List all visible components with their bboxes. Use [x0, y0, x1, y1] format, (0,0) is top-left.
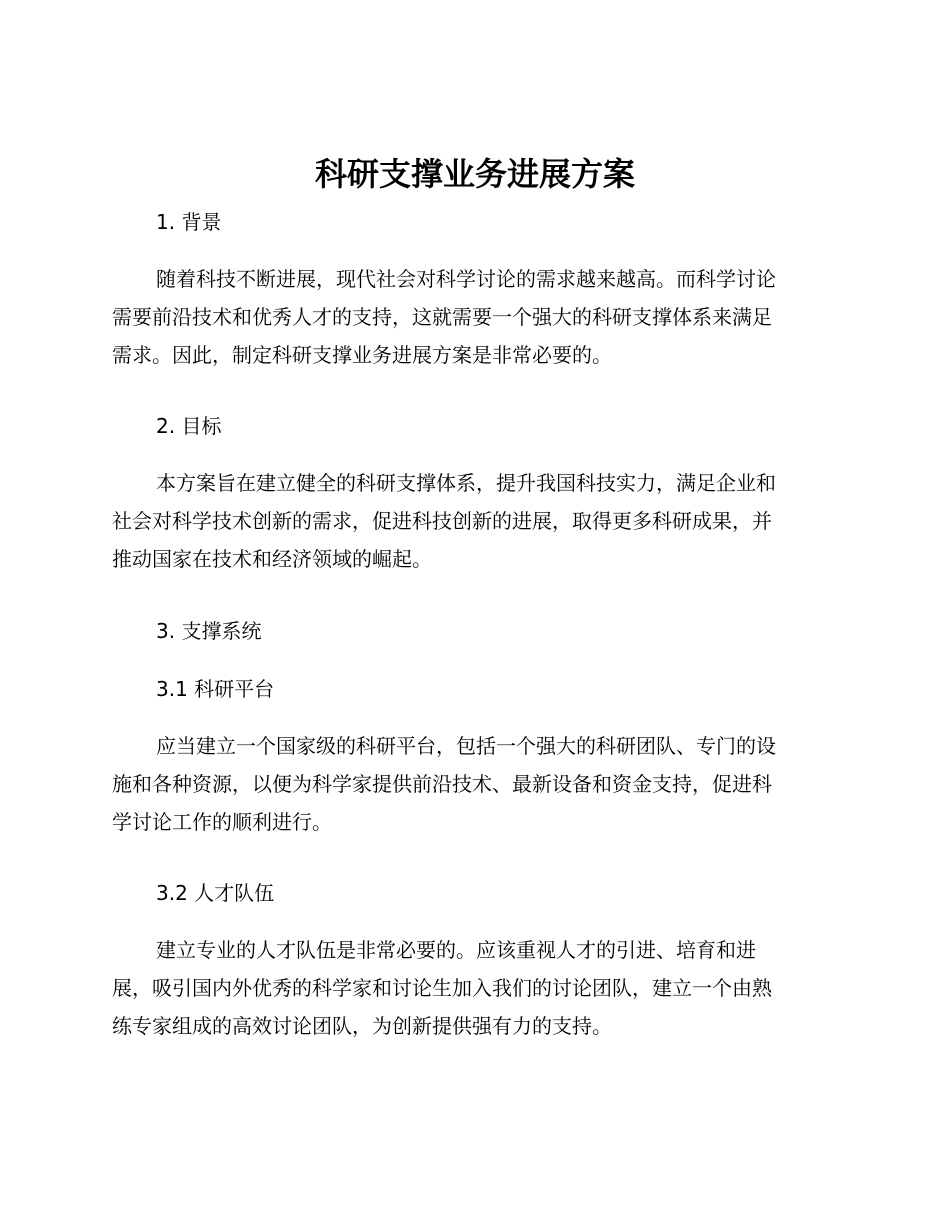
paragraph-line: 学讨论工作的顺利进行。 [112, 810, 332, 834]
paragraph-line: 应当建立一个国家级的科研平台，包括一个强大的科研团队、专门的设 [156, 734, 776, 758]
paragraph-talent-team [112, 931, 830, 1045]
paragraph-line: 练专家组成的高效讨论团队，为创新提供强有力的支持。 [112, 1014, 612, 1038]
paragraph-line: 需要前沿技术和优秀人才的支持，这就需要一个强大的科研支撑体系来满足 [112, 305, 772, 329]
paragraph-line: 施和各种资源，以便为科学家提供前沿技术、最新设备和资金支持，促进科 [112, 772, 772, 796]
section-heading-background: 1. 背景 [156, 210, 222, 234]
section-heading-support-system: 3. 支撑系统 [156, 619, 262, 643]
section-heading-research-platform: 3.1 科研平台 [156, 677, 275, 701]
paragraph-line: 推动国家在技术和经济领域的崛起。 [112, 547, 432, 571]
paragraph-background [112, 260, 830, 374]
section-heading-goals: 2. 目标 [156, 414, 222, 438]
document-title: 科研支撑业务进展方案 [314, 155, 635, 193]
paragraph-line: 展，吸引国内外优秀的科学家和讨论生加入我们的讨论团队，建立一个由熟 [112, 976, 772, 1000]
paragraph-line: 需求。因此，制定科研支撑业务进展方案是非常必要的。 [112, 343, 612, 367]
paragraph-line: 本方案旨在建立健全的科研支撑体系，提升我国科技实力，满足企业和 [156, 471, 776, 495]
paragraph-line: 随着科技不断进展，现代社会对科学讨论的需求越来越高。而科学讨论 [156, 267, 776, 291]
paragraph-line: 社会对科学技术创新的需求，促进科技创新的进展，取得更多科研成果，并 [112, 509, 772, 533]
paragraph-research-platform [112, 727, 830, 841]
paragraph-line: 建立专业的人才队伍是非常必要的。应该重视人才的引进、培育和进 [156, 938, 756, 962]
paragraph-goals [112, 464, 830, 578]
section-heading-talent-team: 3.2 人才队伍 [156, 881, 275, 905]
